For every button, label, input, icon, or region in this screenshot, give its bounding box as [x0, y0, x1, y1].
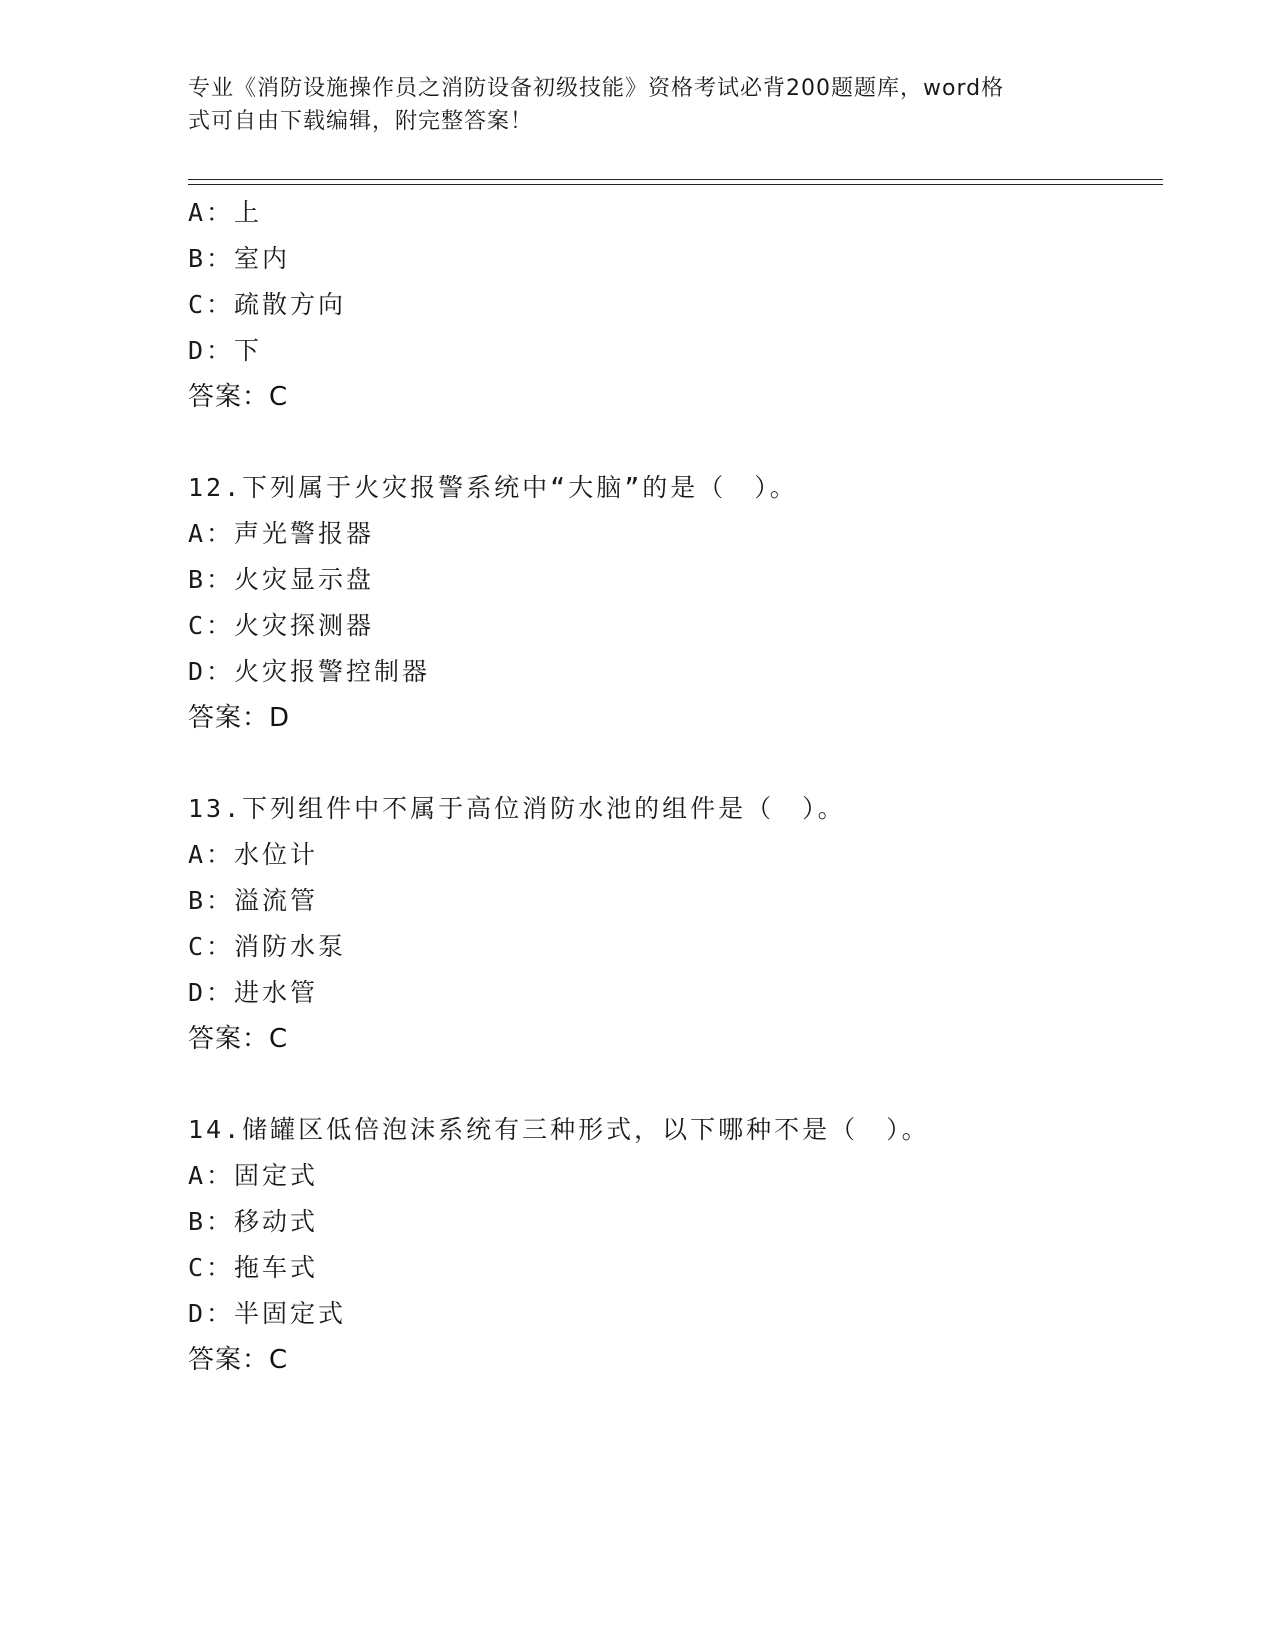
answer-line: 答案：D: [188, 703, 291, 733]
question-block-14: [188, 1107, 1163, 1383]
option-c: C：消防水泵: [188, 932, 347, 961]
question-block-continued: [188, 190, 1163, 420]
question-block-13: [188, 786, 1163, 1062]
option-a: A：固定式: [188, 1161, 319, 1190]
option-b: B：溢流管: [188, 886, 319, 915]
option-d: D：下: [188, 336, 263, 365]
question-list: [188, 190, 1163, 1383]
option-b: B：移动式: [188, 1207, 319, 1236]
question-block-12: [188, 465, 1163, 741]
answer-line: 答案：C: [188, 1345, 289, 1375]
question-stem: 14.储罐区低倍泡沫系统有三种形式，以下哪种不是（ ）。: [188, 1115, 930, 1144]
question-stem: 13.下列组件中不属于高位消防水池的组件是（ ）。: [188, 794, 846, 823]
header-divider-bottom: [188, 184, 1163, 185]
option-b: B：火灾显示盘: [188, 565, 375, 594]
option-b: B：室内: [188, 244, 291, 273]
option-d: D：火灾报警控制器: [188, 657, 431, 686]
option-c: C：火灾探测器: [188, 611, 375, 640]
option-a: A：声光警报器: [188, 519, 375, 548]
question-stem: 12.下列属于火灾报警系统中“大脑”的是（ ）。: [188, 473, 798, 502]
document-header: [188, 72, 1068, 138]
option-d: D：进水管: [188, 978, 319, 1007]
option-a: A：水位计: [188, 840, 319, 869]
header-divider-top: [188, 179, 1163, 180]
option-c: C：疏散方向: [188, 290, 347, 319]
option-a: A：上: [188, 198, 263, 227]
header-line-2: 式可自由下载编辑，附完整答案！: [188, 109, 534, 134]
option-d: D：半固定式: [188, 1299, 347, 1328]
answer-line: 答案：C: [188, 1024, 289, 1054]
answer-line: 答案：C: [188, 382, 289, 412]
option-c: C：拖车式: [188, 1253, 319, 1282]
header-line-1: 专业《消防设施操作员之消防设备初级技能》资格考试必背200题题库，word格: [188, 76, 1005, 101]
